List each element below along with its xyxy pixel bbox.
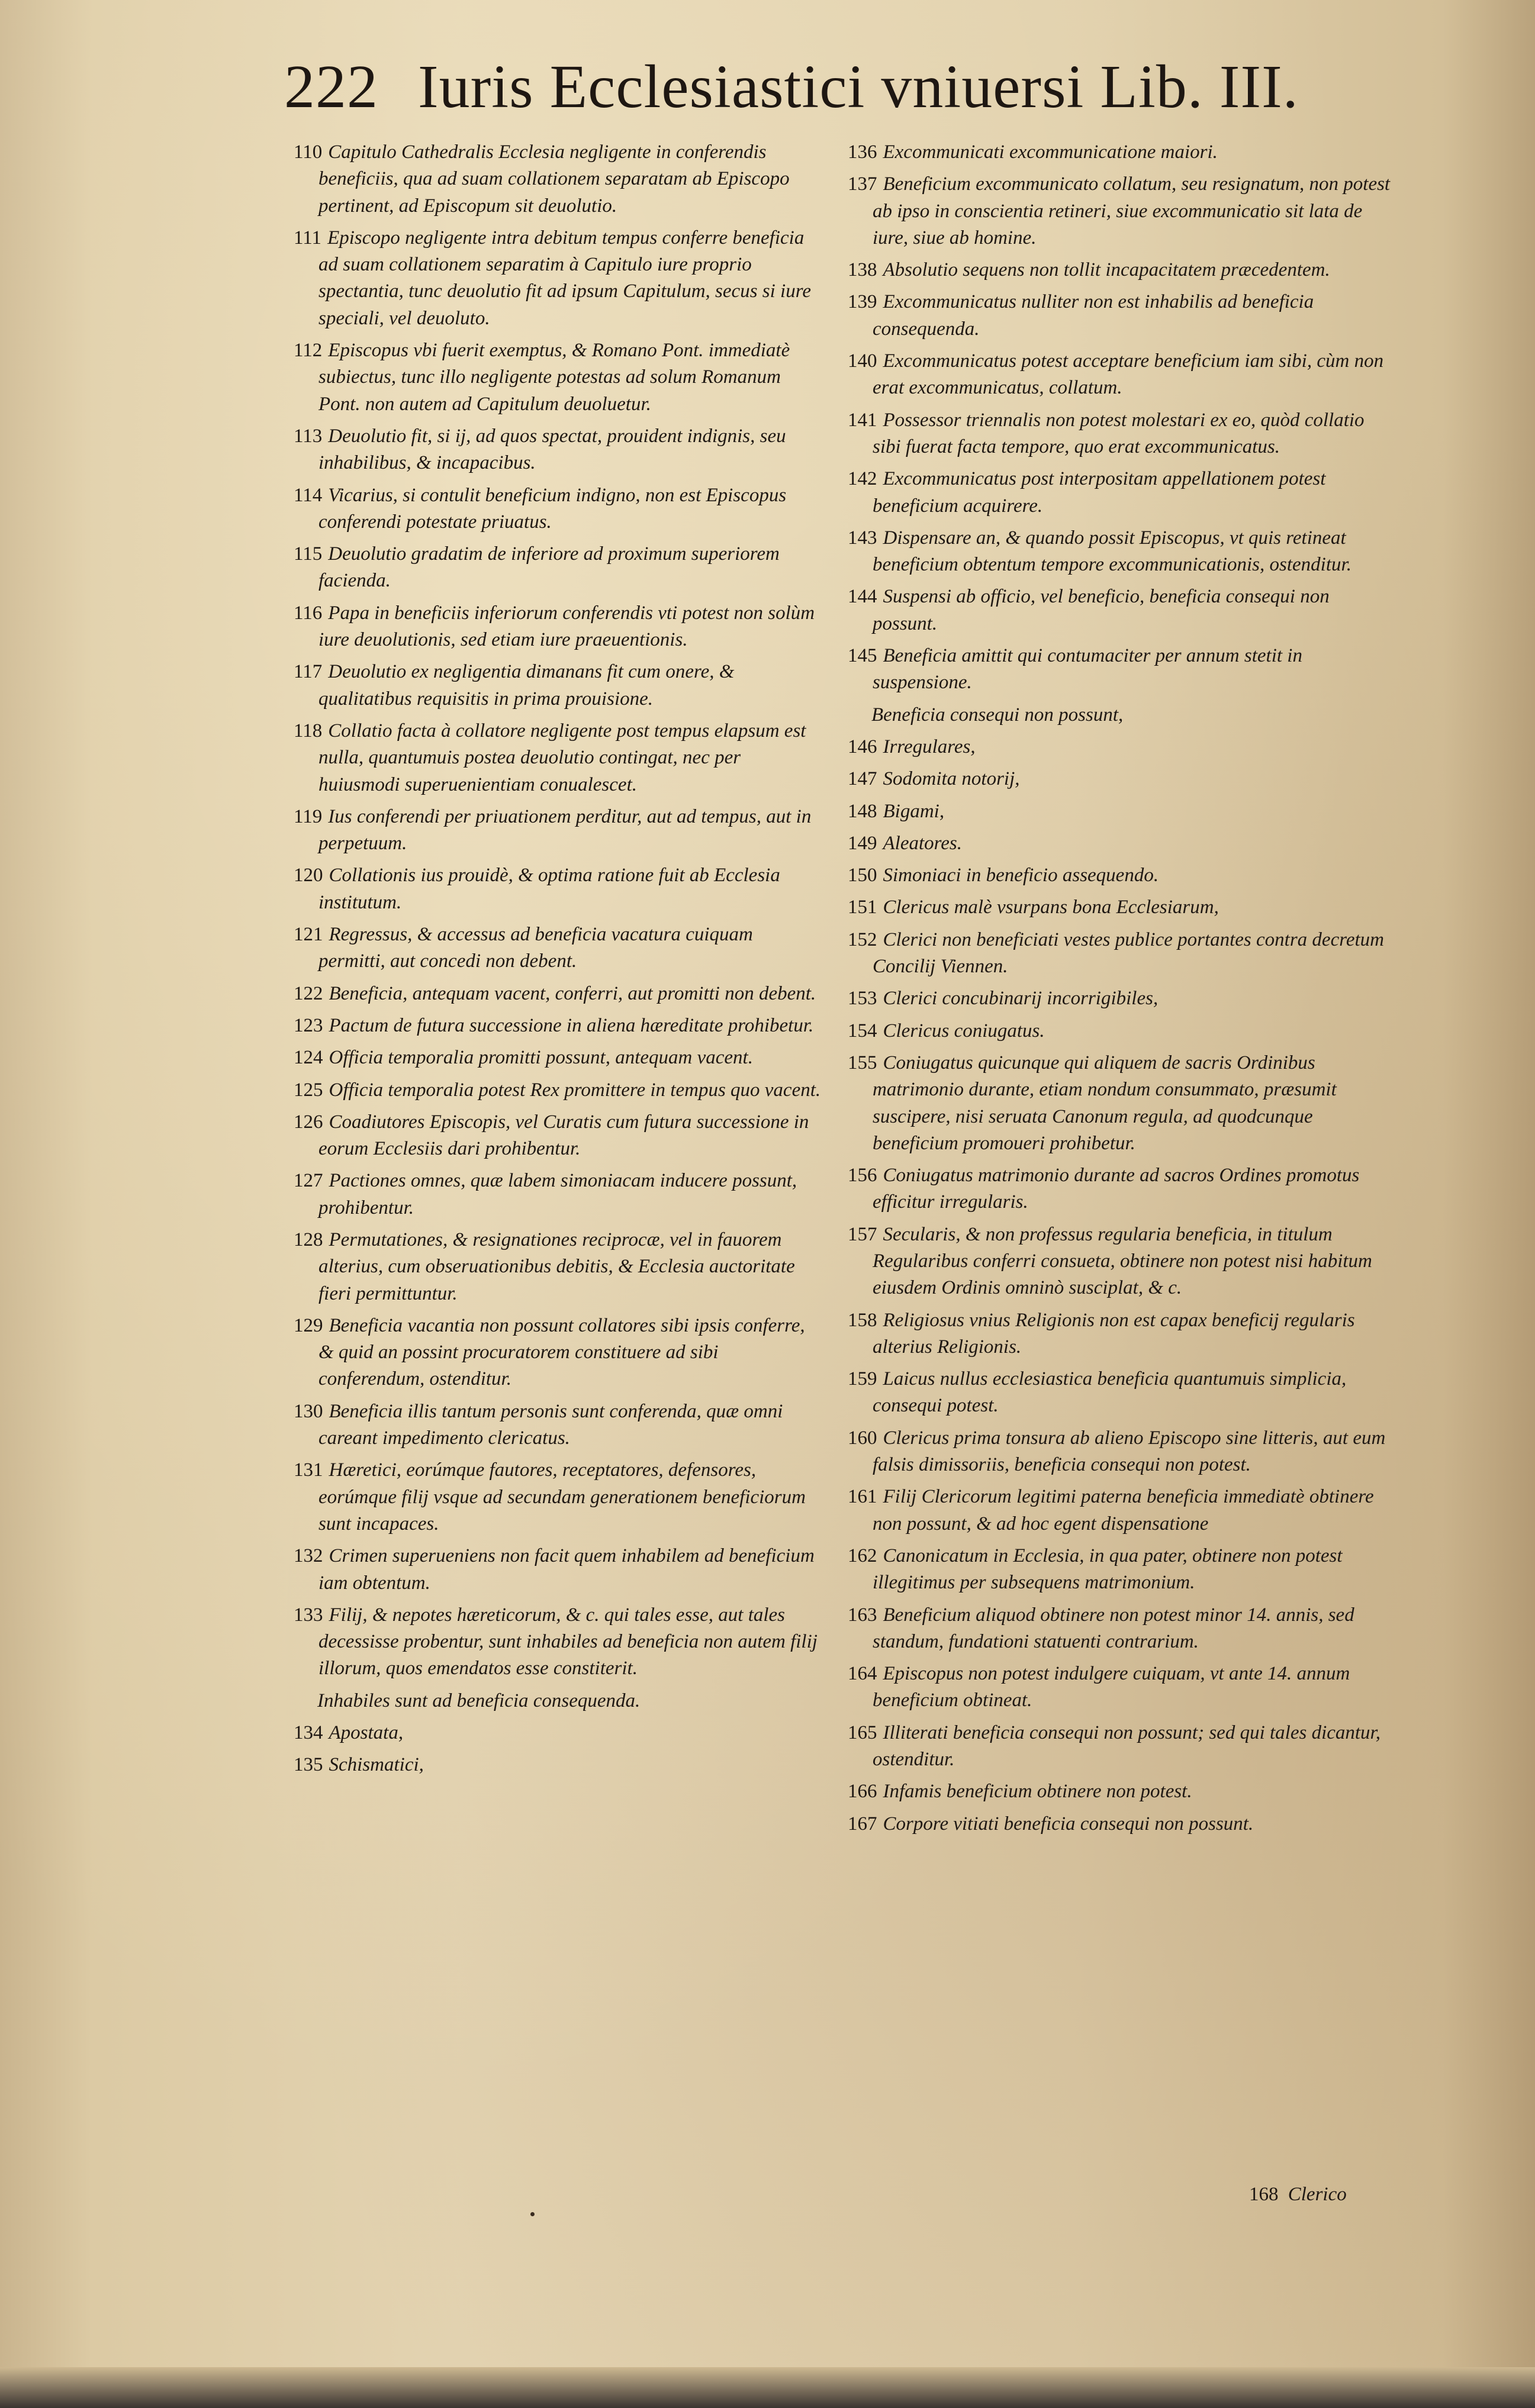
entry-number: 143 — [848, 527, 877, 549]
index-entry — [294, 1602, 824, 1682]
entry-text: Beneficium excommunicato collatum, seu resignatum, non potest ab ipso in conscientia retineri, siue excommunicatio sit lata de iure, siue ab homine. — [873, 173, 1391, 249]
entry-number: 165 — [848, 1722, 877, 1743]
entry-text: Laicus nullus ecclesiastica beneficia quantumuis simplicia, consequi potest. — [873, 1368, 1347, 1417]
entry-number: 145 — [848, 645, 877, 667]
entry-text: Officia temporalia promitti possunt, antequam vacent. — [329, 1047, 753, 1069]
entry-number: 146 — [848, 736, 877, 757]
index-entry — [848, 643, 1392, 697]
index-entry — [848, 348, 1392, 402]
entry-text: Filij, & nepotes hæreticorum, & c. qui tales esse, aut tales decessisse probentur, sunt inhabiles ad beneficia non autem filij illorum, quos emendatos esse constiterit. — [318, 1604, 818, 1680]
entry-number: 116 — [294, 602, 323, 624]
entry-number: 167 — [848, 1813, 877, 1835]
entry-number: 155 — [848, 1052, 877, 1074]
index-entry — [294, 718, 824, 798]
index-entry — [294, 921, 824, 975]
index-entry — [848, 830, 1392, 857]
running-title: Iuris Ecclesiastici vniuersi Lib. III. — [418, 53, 1299, 121]
entry-text: Bigami, — [883, 800, 945, 822]
index-entry — [848, 1778, 1392, 1805]
entry-text: Clericus prima tonsura ab alieno Episcopo sine litteris, aut eum falsis dimissoriis, beneficia consequi non potest. — [873, 1427, 1386, 1476]
index-entry — [294, 423, 824, 477]
entry-text: Infamis beneficium obtinere non potest. — [883, 1781, 1192, 1803]
index-entry — [848, 1366, 1392, 1420]
entry-text: Filij Clericorum legitimi paterna beneficia immediatè obtinere non possunt, & ad hoc egent dispensatione — [873, 1486, 1374, 1535]
entry-number: 163 — [848, 1604, 877, 1626]
entry-number: 154 — [848, 1020, 877, 1042]
index-entry — [294, 1045, 824, 1071]
index-entry — [294, 482, 824, 536]
entry-text: Secularis, & non professus regularia beneficia, in titulum Regularibus conferri consueta, obtinere non potest nisi habitum eiusdem Ordinis omninò susciplat, & c. — [873, 1223, 1372, 1299]
entry-text: Deuolutio fit, si ij, ad quos spectat, prouident indignis, seu inhabilibus, & incapacibus. — [318, 425, 786, 474]
index-entry — [294, 1543, 824, 1597]
entry-text: Regressus, & accessus ad beneficia vacatura cuiquam permitti, aut concedi non debent. — [318, 924, 753, 972]
entry-text: Officia temporalia potest Rex promittere in tempus quo vacent. — [329, 1079, 821, 1101]
index-entry — [294, 862, 824, 916]
entry-number: 139 — [848, 291, 877, 313]
ink-dot — [530, 2212, 535, 2216]
entry-text: Pactum de futura successione in aliena hæreditate prohibetur. — [329, 1014, 814, 1036]
entry-text: Clerici non beneficiati vestes publice portantes contra decretum Concilij Viennen. — [873, 929, 1384, 978]
index-entry — [848, 171, 1392, 252]
index-subheading — [294, 1688, 824, 1714]
index-entry — [848, 1307, 1392, 1361]
index-entry — [848, 766, 1392, 792]
entry-text: Papa in beneficiis inferiorum conferendis vti potest non solùm iure deuolutionis, sed etiam iure praeuentionis. — [318, 602, 815, 651]
entry-number: 138 — [848, 259, 877, 281]
index-entry — [848, 407, 1392, 461]
running-head — [284, 54, 1299, 120]
index-entry — [294, 1077, 824, 1104]
entry-text: Excommunicatus nulliter non est inhabilis ad beneficia consequenda. — [873, 291, 1314, 340]
entry-number: 164 — [848, 1663, 877, 1685]
index-entry — [848, 1221, 1392, 1302]
index-entry — [848, 257, 1392, 283]
entry-text: Episcopus non potest indulgere cuiquam, vt ante 14. annum beneficium obtineat. — [873, 1663, 1350, 1711]
entry-number: 136 — [848, 141, 877, 163]
entry-text: Clericus coniugatus. — [883, 1020, 1045, 1042]
index-entry — [294, 541, 824, 595]
entry-number: 147 — [848, 768, 877, 790]
entry-text: Beneficium aliquod obtinere non potest minor 14. annis, sed standum, fundationi statuenti contrarium. — [873, 1604, 1354, 1652]
entry-text: Schismatici, — [329, 1754, 424, 1776]
entry-number: 126 — [294, 1111, 323, 1133]
entry-number: 142 — [848, 468, 877, 490]
entry-number: 158 — [848, 1309, 877, 1331]
entry-number: 135 — [294, 1754, 323, 1776]
index-entry — [848, 894, 1392, 921]
entry-number: 123 — [294, 1014, 323, 1036]
entry-number: 129 — [294, 1314, 323, 1336]
entry-number: 124 — [294, 1047, 323, 1069]
entry-text: Hæretici, eorúmque fautores, receptatores, defensores, eorúmque filij vsque ad secundam generationem beneficiorum sunt incapaces. — [318, 1459, 806, 1535]
entry-number: 128 — [294, 1229, 323, 1250]
index-entry — [294, 1227, 824, 1307]
index-entry — [848, 985, 1392, 1012]
entry-number: 121 — [294, 924, 323, 946]
entry-number: 153 — [848, 988, 877, 1010]
entry-text: Corpore vitiati beneficia consequi non possunt. — [883, 1813, 1254, 1835]
catchword — [1249, 2184, 1347, 2206]
entry-number: 151 — [848, 897, 877, 918]
entry-number: 134 — [294, 1722, 323, 1744]
index-entry — [848, 862, 1392, 889]
entry-number: 120 — [294, 865, 323, 887]
entry-text: Illiterati beneficia consequi non possunt; sed qui tales dicantur, ostenditur. — [873, 1722, 1380, 1771]
entry-text: Coniugatus quicunque qui aliquem de sacris Ordinibus matrimonio durante, etiam nondum consummato, præsumit suscipere, nisi seruata Canonum regula, ad quodcunque beneficium promoueri prohibetur. — [873, 1052, 1337, 1154]
entry-number: 125 — [294, 1079, 323, 1101]
entry-text: Episcopo negligente intra debitum tempus conferre beneficia ad suam collationem separatim à Capitulo iure proprio spectantia, tunc deuolutio fit ad ipsum Capitulum, secus si iure speciali, vel deuoluto. — [318, 227, 811, 329]
entry-text: Aleatores. — [883, 832, 962, 854]
index-entry — [294, 1752, 824, 1778]
catchword-text: Clerico — [1288, 2184, 1347, 2205]
index-entry — [294, 600, 824, 654]
entry-text: Crimen superueniens non facit quem inhabilem ad beneficium iam obtentum. — [318, 1545, 815, 1594]
index-entry — [294, 659, 824, 713]
entry-number: 166 — [848, 1781, 877, 1803]
entry-number: 122 — [294, 982, 323, 1004]
entry-text: Suspensi ab officio, vel beneficio, beneficia consequi non possunt. — [873, 586, 1330, 634]
entry-number: 152 — [848, 929, 877, 950]
entry-number: 160 — [848, 1427, 877, 1449]
index-entry — [848, 798, 1392, 825]
entry-number: 133 — [294, 1604, 323, 1626]
entry-number: 115 — [294, 543, 323, 565]
entry-number: 144 — [848, 586, 877, 608]
entry-number: 149 — [848, 832, 877, 854]
entry-text: Possessor triennalis non potest molestari ex eo, quòd collatio sibi fuerat facta tempore, quo erat excommunicatus. — [873, 409, 1365, 457]
index-entry — [294, 225, 824, 332]
entry-text: Beneficia vacantia non possunt collatores sibi ipsis conferre, & quid an possint procuratorem constituere ad sibi conferendum, ostenditur. — [318, 1314, 805, 1390]
index-entry — [294, 1398, 824, 1452]
entry-number: 112 — [294, 340, 323, 362]
catchword-number: 168 — [1249, 2184, 1279, 2205]
index-entry — [294, 1720, 824, 1746]
index-entry — [294, 1109, 824, 1163]
entry-text: Sodomita notorij, — [883, 768, 1020, 790]
entry-text: Episcopus vbi fuerit exemptus, & Romano Pont. immediatè subiectus, tunc illo negligente potestas ad solum Romanum Pont. non autem ad Capitulum deuoluetur. — [318, 340, 790, 415]
index-entry — [294, 1313, 824, 1393]
index-entry — [294, 1013, 824, 1039]
index-entry — [294, 139, 824, 220]
entry-text: Simoniaci in beneficio assequendo. — [883, 865, 1159, 887]
entry-number: 127 — [294, 1170, 323, 1192]
index-entry — [294, 804, 824, 858]
index-entry — [848, 927, 1392, 981]
entry-number: 132 — [294, 1545, 323, 1567]
index-entry — [848, 1661, 1392, 1714]
entry-number: 113 — [294, 425, 323, 447]
page-number: 222 — [284, 53, 378, 121]
entry-number: 131 — [294, 1459, 323, 1481]
entry-number: 137 — [848, 173, 877, 195]
entry-number: 119 — [294, 805, 323, 827]
entry-text: Capitulo Cathedralis Ecclesia negligente in conferendis beneficiis, qua ad suam collationem separatam ab Episcopo pertinent, ad Episcopum sit deuolutio. — [318, 141, 790, 217]
index-entry — [848, 525, 1392, 579]
entry-text: Excommunicati excommunicatione maiori. — [883, 141, 1218, 163]
entry-text: Deuolutio ex negligentia dimanans fit cum onere, & qualitatibus requisitis in prima prouisione. — [318, 661, 735, 710]
index-entry — [848, 289, 1392, 343]
index-entry — [848, 1018, 1392, 1045]
page-bottom-edge — [0, 2367, 1535, 2408]
index-entry — [848, 1543, 1392, 1597]
entry-text: Beneficia consequi non possunt, — [871, 704, 1124, 726]
entry-text: Ius conferendi per priuationem perditur, aut ad tempus, aut in perpetuum. — [318, 805, 812, 855]
index-entry — [848, 1811, 1392, 1838]
index-subheading — [848, 702, 1392, 728]
entry-text: Dispensare an, & quando possit Episcopus, vt quis retineat beneficium obtentum tempore excommunicationis, ostenditur. — [873, 527, 1351, 576]
index-entry — [848, 1602, 1392, 1656]
entry-number: 117 — [294, 661, 323, 683]
index-entry — [848, 139, 1392, 166]
index-entry — [848, 584, 1392, 637]
entry-number: 148 — [848, 800, 877, 822]
entry-number: 161 — [848, 1486, 877, 1508]
index-entry — [848, 734, 1392, 760]
index-entry — [848, 1720, 1392, 1774]
entry-text: Pactiones omnes, quæ labem simoniacam inducere possunt, prohibentur. — [318, 1170, 797, 1218]
entry-text: Religiosus vnius Religionis non est capax beneficij regularis alterius Religionis. — [873, 1309, 1355, 1358]
entry-number: 110 — [294, 141, 323, 163]
index-entry — [294, 1457, 824, 1537]
entry-text: Beneficia amittit qui contumaciter per annum stetit in suspensione. — [873, 645, 1302, 694]
entry-text: Clerici concubinarij incorrigibiles, — [883, 988, 1159, 1010]
entry-text: Coadiutores Episcopis, vel Curatis cum futura successione in eorum Ecclesiis dari prohibentur. — [318, 1111, 809, 1160]
entry-text: Absolutio sequens non tollit incapacitatem præcedentem. — [883, 259, 1330, 281]
index-entry — [848, 1050, 1392, 1157]
entry-number: 130 — [294, 1400, 323, 1422]
entry-number: 111 — [294, 227, 322, 249]
entry-text: Clericus malè vsurpans bona Ecclesiarum, — [883, 897, 1219, 918]
entry-text: Apostata, — [329, 1722, 404, 1744]
index-entry — [294, 1168, 824, 1221]
index-entry — [848, 466, 1392, 520]
entry-text: Excommunicatus post interpositam appellationem potest beneficium acquirere. — [873, 468, 1326, 517]
right-column — [848, 139, 1392, 1843]
entry-text: Collationis ius prouidè, & optima ratione fuit ab Ecclesia institutum. — [318, 865, 780, 913]
index-entry — [848, 1162, 1392, 1216]
entry-number: 118 — [294, 720, 323, 742]
entry-text: Coniugatus matrimonio durante ad sacros Ordines promotus efficitur irregularis. — [873, 1165, 1360, 1213]
entry-number: 140 — [848, 350, 877, 372]
entry-number: 141 — [848, 409, 877, 431]
index-entry — [848, 1425, 1392, 1479]
entry-number: 157 — [848, 1223, 877, 1245]
entry-text: Canonicatum in Ecclesia, in qua pater, obtinere non potest illegitimus per subsequens matrimonium. — [873, 1545, 1343, 1594]
left-column — [294, 139, 824, 1784]
entry-text: Permutationes, & resignationes reciprocæ, vel in fauorem alterius, cum obseruationibus debitis, & Ecclesia auctoritate fieri permittuntur. — [318, 1229, 795, 1304]
entry-text: Excommunicatus potest acceptare beneficium iam sibi, cùm non erat excommunicatus, collatum. — [873, 350, 1384, 399]
index-entry — [294, 337, 824, 418]
index-entry — [848, 1484, 1392, 1537]
entry-text: Beneficia illis tantum personis sunt conferenda, quæ omni careant impedimento clericatus. — [318, 1400, 783, 1449]
index-entry — [294, 981, 824, 1007]
entry-text: Beneficia, antequam vacent, conferri, aut promitti non debent. — [329, 982, 816, 1004]
entry-number: 156 — [848, 1165, 877, 1187]
entry-number: 159 — [848, 1368, 877, 1390]
entry-text: Inhabiles sunt ad beneficia consequenda. — [317, 1690, 641, 1711]
entry-number: 162 — [848, 1545, 877, 1566]
entry-text: Irregulares, — [883, 736, 976, 757]
entry-number: 114 — [294, 484, 323, 506]
entry-number: 150 — [848, 865, 877, 887]
entry-text: Collatio facta à collatore negligente post tempus elapsum est nulla, quantumuis postea deuolutio contingat, nec per huiusmodi superuenientiam conualescet. — [318, 720, 806, 795]
entry-text: Vicarius, si contulit beneficium indigno, non est Episcopus conferendi potestate priuatus. — [318, 484, 787, 533]
entry-text: Deuolutio gradatim de inferiore ad proximum superiorem facienda. — [318, 543, 780, 592]
